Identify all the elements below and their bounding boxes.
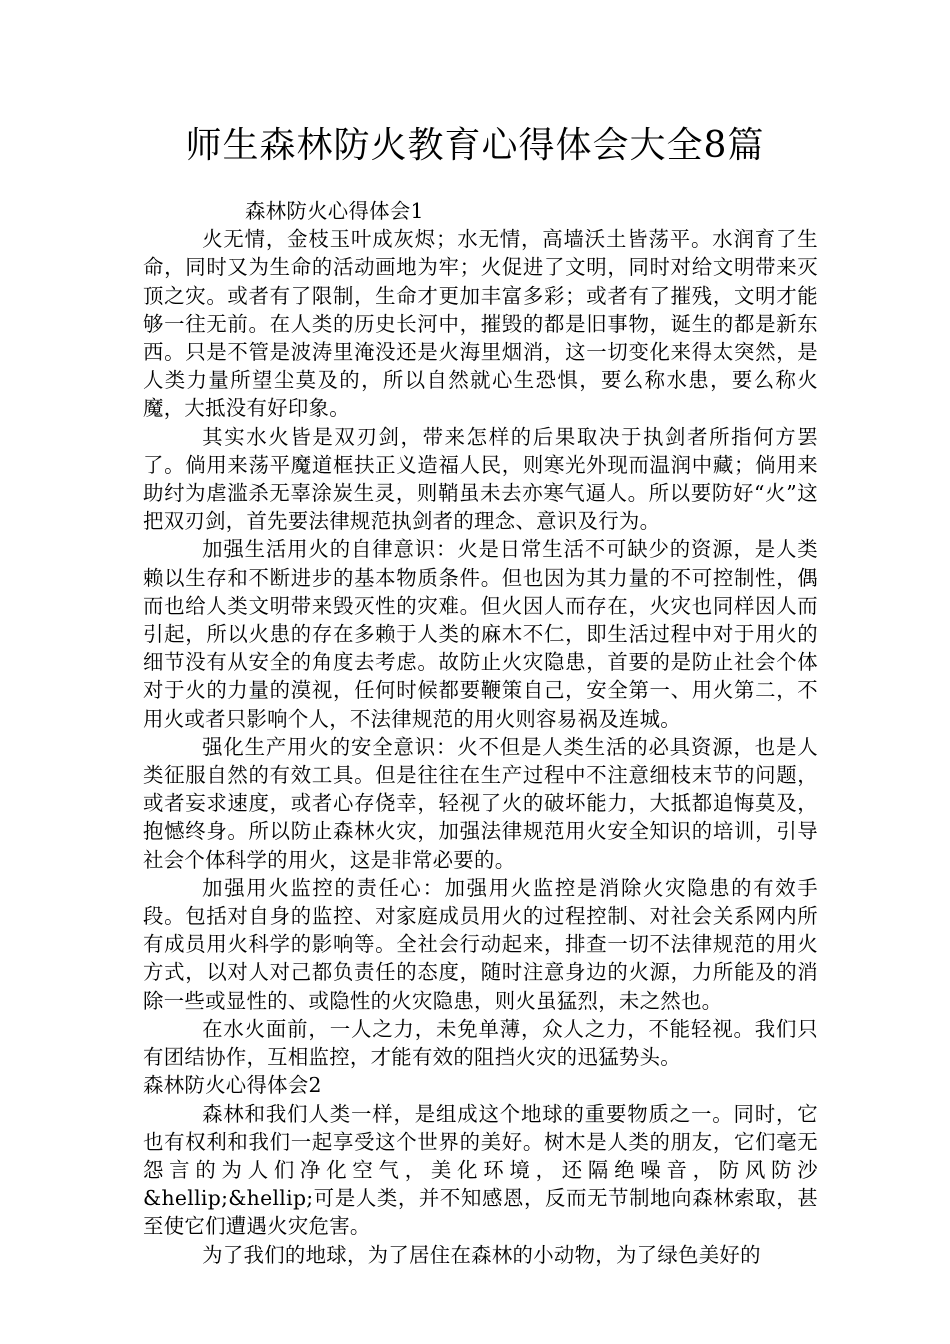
paragraph: 其实水火皆是双刃剑，带来怎样的后果取决于执剑者所指何方罢了。倘用来荡平魔道框扶正义造福人民，则寒光外现而温润中藏；倘用来助纣为虐滥杀无辜涂炭生灵，则鞘虽未去亦寒气逼人。所以要防好“火”这把双刃剑，首先要法律规范执剑者的理念、意识及行为。 (143, 424, 818, 534)
paragraph: 强化生产用火的安全意识：火不但是人类生活的必具资源，也是人类征服自然的有效工具。但是往往在生产过程中不注意细枝末节的问题，或者妄求速度，或者心存侥幸，轻视了火的破坏能力，大抵都追悔莫及，抱憾终身。所以防止森林火灾，加强法律规范用火安全知识的培训，引导社会个体科学的用火，这是非常必要的。 (143, 734, 818, 872)
document-body (143, 197, 818, 1269)
paragraph: 森林和我们人类一样，是组成这个地球的重要物质之一。同时，它也有权利和我们一起享受这个世界的美好。树木是人类的朋友，它们毫无怨言的为人们净化空气，美化环境，还隔绝噪音，防风防沙&hellip;&hellip;可是人类，并不知感恩，反而无节制地向森林索取，甚至使它们遭遇火灾危害。 (143, 1101, 818, 1239)
paragraph: 在水火面前，一人之力，未免单薄，众人之力，不能轻视。我们只有团结协作，互相监控，才能有效的阻挡火灾的迅猛势头。 (143, 1016, 818, 1070)
paragraph: 火无情，金枝玉叶成灰烬；水无情，高墙沃土皆荡平。水润育了生命，同时又为生命的活动画地为牢；火促进了文明，同时对给文明带来灭顶之灾。或者有了限制，生命才更加丰富多彩；或者有了摧残，文明才能够一往无前。在人类的历史长河中，摧毁的都是旧事物，诞生的都是新东西。只是不管是波涛里淹没还是火海里烟消，这一切变化来得太突然，是人类力量所望尘莫及的，所以自然就心生恐惧，要么称水患，要么称火魔，大抵没有好印象。 (143, 227, 818, 421)
document-title: 师生森林防火教育心得体会大全8篇 (185, 125, 765, 166)
paragraph: 加强生活用火的自律意识：火是日常生活不可缺少的资源，是人类赖以生存和不断进步的基本物质条件。但也因为其力量的不可控制性，偶而也给人类文明带来毁灭性的灾难。但火因人而存在，火灾也同样因人而引起，所以火患的存在多赖于人类的麻木不仁，即生活过程中对于用火的细节没有从安全的角度去考虑。故防止火灾隐患，首要的是防止社会个体对于火的力量的漠视，任何时候都要鞭策自己，安全第一、用火第二，不用火或者只影响个人，不法律规范的用火则容易祸及连城。 (143, 537, 818, 731)
paragraph: 为了我们的地球，为了居住在森林的小动物，为了绿色美好的 (202, 1242, 761, 1267)
paragraph: 加强用火监控的责任心：加强用火监控是消除火灾隐患的有效手段。包括对自身的监控、对家庭成员用火的过程控制、对社会关系网内所有成员用火科学的影响等。全社会行动起来，排查一切不法律规范的用火方式，以对人对己都负责任的态度，随时注意身边的火源，力所能及的消除一些或显性的、或隐性的火灾隐患，则火虽猛烈，未之然也。 (143, 875, 818, 1013)
section-heading-2: 森林防火心得体会2 (143, 1073, 322, 1098)
section-heading-1: 森林防火心得体会1 (245, 199, 424, 223)
